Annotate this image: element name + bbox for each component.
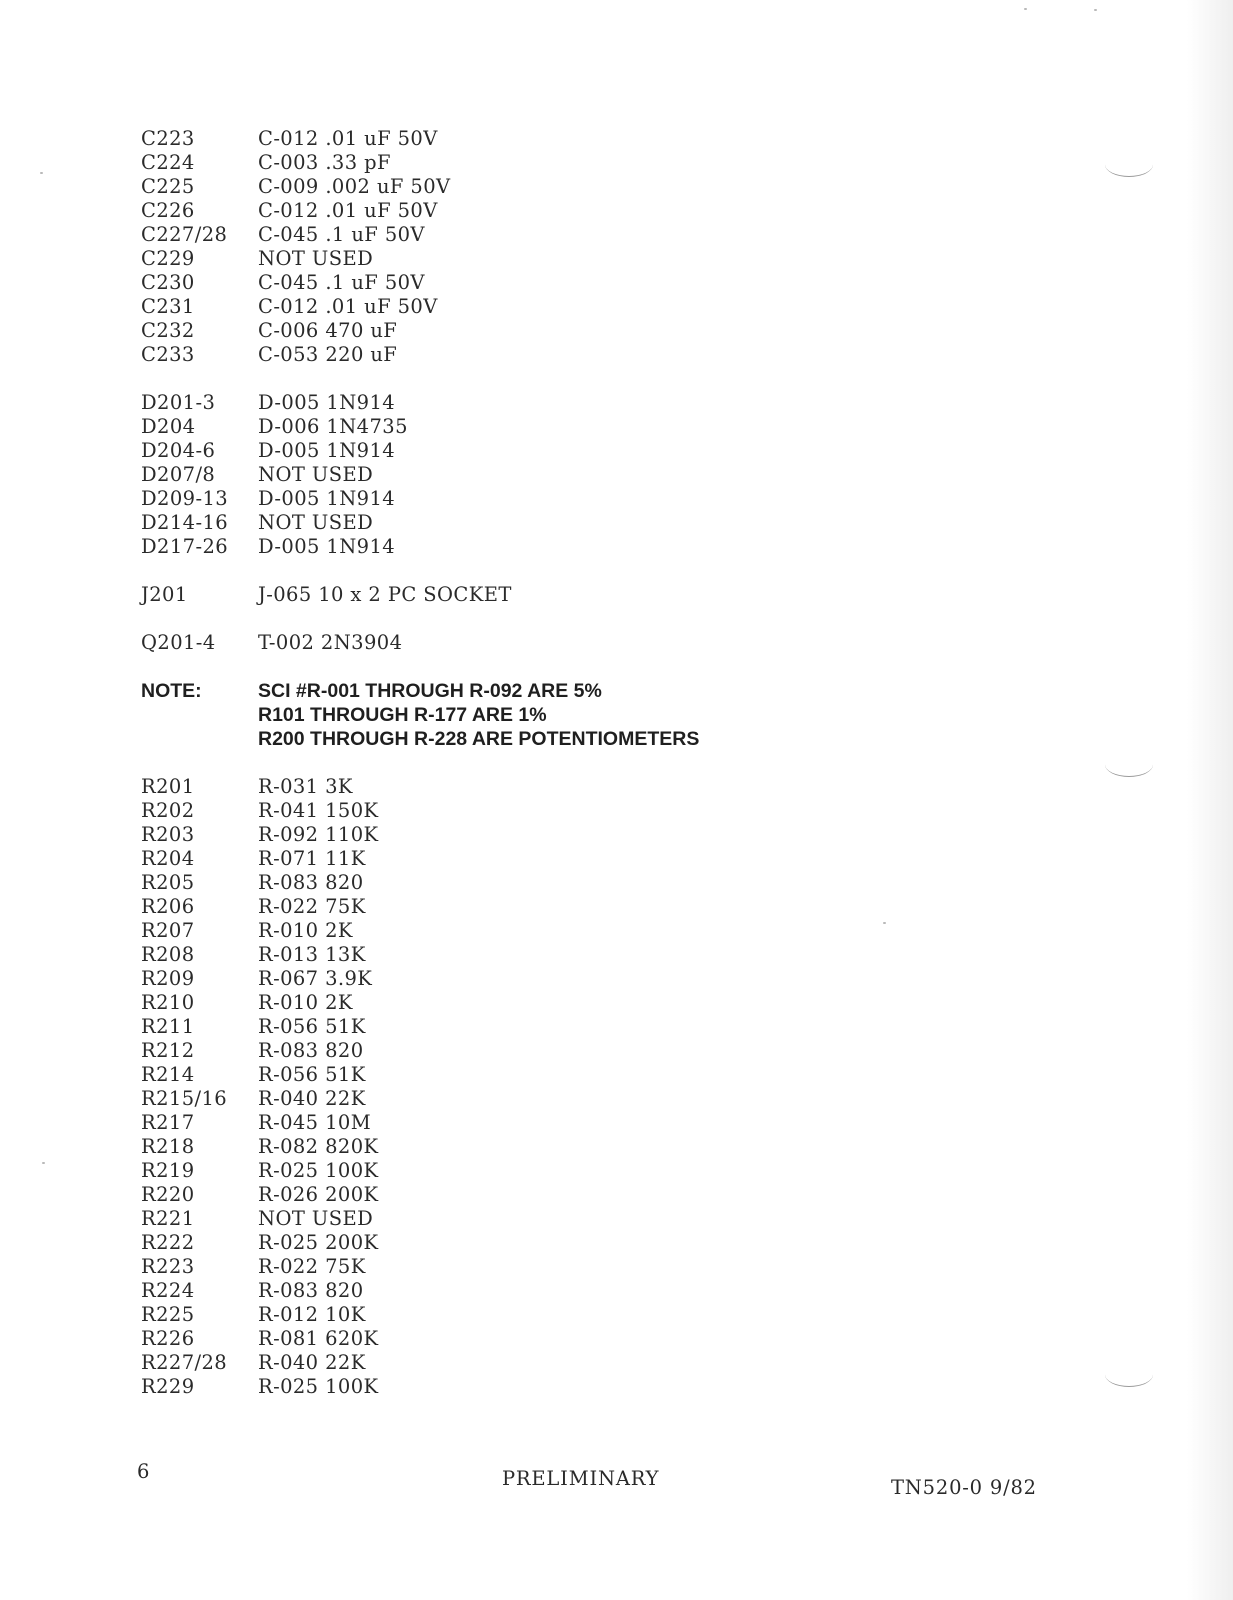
part-row	[141, 271, 941, 295]
part-ref: D214-16	[141, 511, 229, 534]
part-row	[141, 1303, 941, 1327]
part-row	[141, 343, 941, 367]
part-desc: NOT USED	[258, 247, 374, 270]
part-desc: R-083 820	[258, 1279, 364, 1302]
part-ref: R206	[141, 895, 195, 918]
part-desc: C-006 470 uF	[258, 319, 398, 342]
part-group	[141, 583, 941, 607]
scan-speck	[40, 172, 43, 174]
part-row	[141, 1063, 941, 1087]
preliminary-label: PRELIMINARY	[502, 1467, 660, 1490]
part-desc: R-026 200K	[258, 1183, 379, 1206]
part-desc: R-025 100K	[258, 1375, 379, 1398]
part-desc: C-045 .1 uF 50V	[258, 223, 425, 246]
part-row	[141, 1351, 941, 1375]
part-row	[141, 631, 941, 655]
part-desc: C-053 220 uF	[258, 343, 398, 366]
part-row	[141, 775, 941, 799]
part-row	[141, 1039, 941, 1063]
note-block	[141, 679, 941, 751]
part-ref: R207	[141, 919, 195, 942]
part-row	[141, 439, 941, 463]
part-ref: R210	[141, 991, 195, 1014]
part-row	[141, 1087, 941, 1111]
part-row	[141, 175, 941, 199]
part-row	[141, 1207, 941, 1231]
part-desc: C-012 .01 uF 50V	[258, 199, 438, 222]
part-row	[141, 583, 941, 607]
part-ref: C226	[141, 199, 195, 222]
part-ref: C231	[141, 295, 195, 318]
part-ref: R225	[141, 1303, 195, 1326]
part-desc: R-056 51K	[258, 1015, 366, 1038]
part-desc: R-013 13K	[258, 943, 366, 966]
part-row	[141, 127, 941, 151]
part-row	[141, 1375, 941, 1399]
part-desc: D-006 1N4735	[258, 415, 408, 438]
part-desc: C-012 .01 uF 50V	[258, 295, 438, 318]
part-row	[141, 1111, 941, 1135]
part-ref: R203	[141, 823, 195, 846]
parts-list	[141, 127, 941, 1399]
part-ref: R229	[141, 1375, 195, 1398]
part-desc: T-002 2N3904	[258, 631, 403, 654]
part-ref: R201	[141, 775, 195, 798]
part-ref: C227/28	[141, 223, 228, 246]
note-lines	[258, 679, 699, 751]
part-desc: C-045 .1 uF 50V	[258, 271, 425, 294]
note-line: SCI #R-001 THROUGH R-092 ARE 5%	[258, 680, 602, 702]
part-desc: C-012 .01 uF 50V	[258, 127, 438, 150]
part-row	[141, 919, 941, 943]
part-ref: R205	[141, 871, 195, 894]
part-group	[141, 391, 941, 559]
part-ref: D201-3	[141, 391, 216, 414]
part-desc: R-025 100K	[258, 1159, 379, 1182]
part-ref: R223	[141, 1255, 195, 1278]
part-row	[141, 295, 941, 319]
part-desc: R-010 2K	[258, 919, 353, 942]
part-ref: C224	[141, 151, 195, 174]
part-ref: R212	[141, 1039, 195, 1062]
part-row	[141, 943, 941, 967]
part-row	[141, 1135, 941, 1159]
part-row	[141, 991, 941, 1015]
part-desc: R-092 110K	[258, 823, 379, 846]
document-id: TN520-0 9/82	[891, 1476, 1037, 1499]
part-desc: R-040 22K	[258, 1351, 366, 1374]
part-ref: D204-6	[141, 439, 216, 462]
part-desc: R-022 75K	[258, 895, 366, 918]
part-row	[141, 415, 941, 439]
part-ref: R209	[141, 967, 195, 990]
binder-hole-mark	[1105, 152, 1153, 177]
resistor-list	[141, 775, 941, 1399]
part-ref: R220	[141, 1183, 195, 1206]
part-desc: C-009 .002 uF 50V	[258, 175, 451, 198]
page-number: 6	[137, 1460, 151, 1483]
part-group	[141, 127, 941, 367]
part-ref: R226	[141, 1327, 195, 1350]
part-row	[141, 199, 941, 223]
part-desc: C-003 .33 pF	[258, 151, 391, 174]
part-row	[141, 463, 941, 487]
part-desc: NOT USED	[258, 463, 374, 486]
part-ref: C223	[141, 127, 195, 150]
part-ref: R222	[141, 1231, 195, 1254]
part-ref: R215/16	[141, 1087, 228, 1110]
part-ref: R214	[141, 1063, 195, 1086]
part-ref: R217	[141, 1111, 195, 1134]
part-row	[141, 1327, 941, 1351]
part-ref: C225	[141, 175, 195, 198]
part-ref: C230	[141, 271, 195, 294]
part-group	[141, 631, 941, 655]
part-desc: R-045 10M	[258, 1111, 372, 1134]
part-desc: R-082 820K	[258, 1135, 379, 1158]
part-desc: R-083 820	[258, 1039, 364, 1062]
part-row	[141, 511, 941, 535]
part-desc: J-065 10 x 2 PC SOCKET	[258, 583, 512, 606]
part-ref: R219	[141, 1159, 195, 1182]
part-desc: R-022 75K	[258, 1255, 366, 1278]
binder-hole-mark	[1105, 1362, 1153, 1387]
component-groups	[141, 127, 941, 655]
part-row	[141, 151, 941, 175]
part-row	[141, 1279, 941, 1303]
page-edge-shadow	[1187, 0, 1233, 1600]
part-ref: C232	[141, 319, 195, 342]
part-ref: R204	[141, 847, 195, 870]
part-row	[141, 319, 941, 343]
note-line: R101 THROUGH R-177 ARE 1%	[258, 704, 547, 726]
part-row	[141, 871, 941, 895]
part-ref: R227/28	[141, 1351, 228, 1374]
scan-speck	[42, 1162, 45, 1164]
scan-speck	[1024, 8, 1027, 10]
part-row	[141, 1255, 941, 1279]
part-desc: R-012 10K	[258, 1303, 366, 1326]
part-ref: D217-26	[141, 535, 229, 558]
part-desc: R-081 620K	[258, 1327, 379, 1350]
part-row	[141, 823, 941, 847]
part-row	[141, 1015, 941, 1039]
part-ref: R218	[141, 1135, 195, 1158]
part-desc: D-005 1N914	[258, 487, 396, 510]
part-row	[141, 487, 941, 511]
part-row	[141, 223, 941, 247]
part-ref: R208	[141, 943, 195, 966]
part-desc: NOT USED	[258, 511, 374, 534]
part-row	[141, 847, 941, 871]
note-label: NOTE:	[141, 680, 202, 702]
part-desc: R-031 3K	[258, 775, 353, 798]
part-desc: R-056 51K	[258, 1063, 366, 1086]
part-row	[141, 799, 941, 823]
part-ref: D209-13	[141, 487, 229, 510]
part-ref: J201	[141, 583, 188, 606]
part-desc: D-005 1N914	[258, 391, 396, 414]
part-desc: R-041 150K	[258, 799, 379, 822]
note-line: R200 THROUGH R-228 ARE POTENTIOMETERS	[258, 728, 700, 750]
part-desc: R-040 22K	[258, 1087, 366, 1110]
part-ref: C233	[141, 343, 195, 366]
part-row	[141, 895, 941, 919]
part-desc: D-005 1N914	[258, 535, 396, 558]
binder-hole-mark	[1105, 752, 1153, 777]
part-row	[141, 1159, 941, 1183]
part-row	[141, 391, 941, 415]
part-ref: R224	[141, 1279, 195, 1302]
part-row	[141, 1231, 941, 1255]
part-row	[141, 247, 941, 271]
part-ref: Q201-4	[141, 631, 216, 654]
part-desc: R-071 11K	[258, 847, 366, 870]
part-desc: NOT USED	[258, 1207, 374, 1230]
part-desc: R-067 3.9K	[258, 967, 373, 990]
part-ref: C229	[141, 247, 195, 270]
part-desc: D-005 1N914	[258, 439, 396, 462]
part-desc: R-010 2K	[258, 991, 353, 1014]
part-row	[141, 535, 941, 559]
part-row	[141, 967, 941, 991]
part-ref: D204	[141, 415, 196, 438]
part-row	[141, 1183, 941, 1207]
part-desc: R-083 820	[258, 871, 364, 894]
part-desc: R-025 200K	[258, 1231, 379, 1254]
scan-speck	[1094, 9, 1097, 11]
part-ref: R221	[141, 1207, 195, 1230]
part-ref: D207/8	[141, 463, 216, 486]
part-ref: R202	[141, 799, 195, 822]
part-ref: R211	[141, 1015, 195, 1038]
